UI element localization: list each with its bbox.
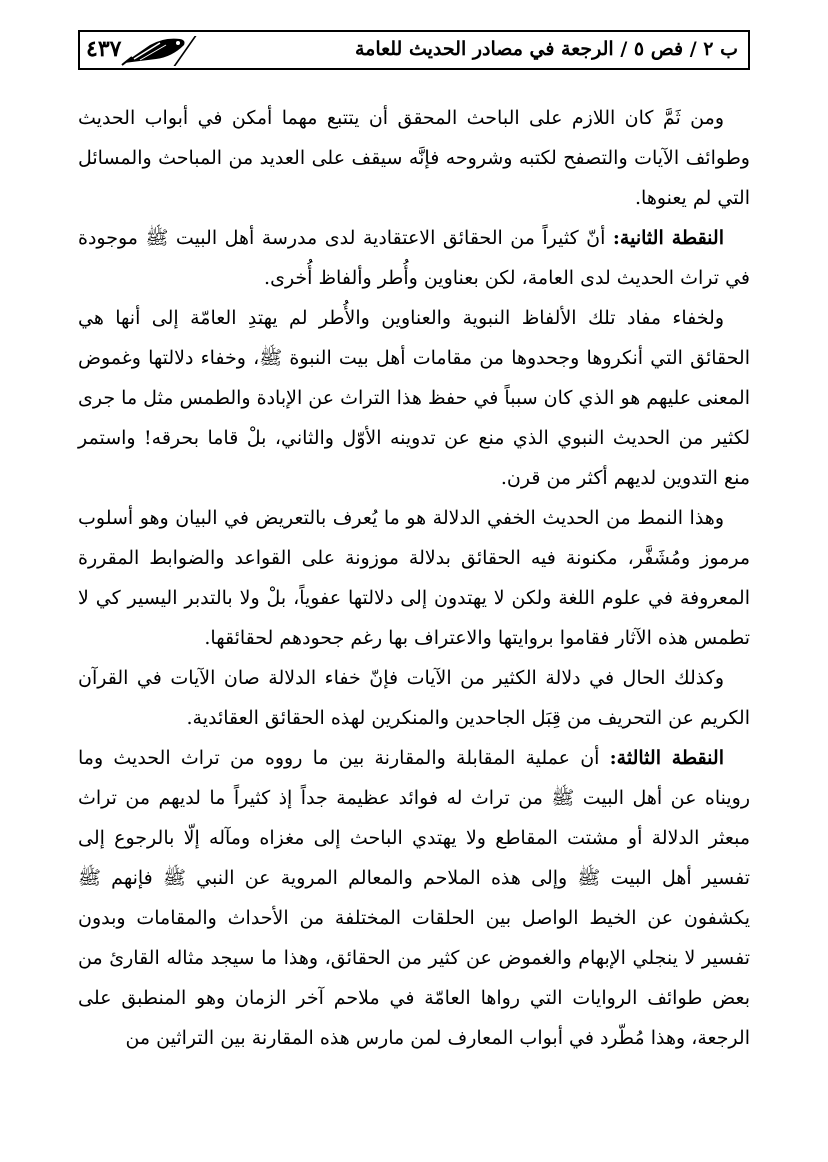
header-title: ب ٢ / فص ٥ / الرجعة في مصادر الحديث للعامة: [354, 38, 738, 60]
page-number: ٤٣٧: [86, 36, 122, 62]
paragraph: [78, 738, 750, 1058]
paragraph-text: ولخفاء مفاد تلك الألفاظ النبوية والعناوين والأُطر لم يهتدِ العامّة إلى أنها هي الحقائق التي أنكروها وجحدوها من مقامات أهل بيت النبوة ﷺ، وخفاء دلالتها وغموض المعنى عليهم هو الذي كان سبباً في حفظ هذا التراث عن الإبادة والطمس مثل ما جرى لكثير من الحديث النبوي الذي منع عن تدوينه الأوّل والثاني، بلْ قاما بحرقه! واستمر منع التدوين لديهم أكثر من قرن.: [78, 307, 750, 489]
body-text: [78, 98, 750, 1058]
paragraph: [78, 658, 750, 738]
paragraph-text: وهذا النمط من الحديث الخفي الدلالة هو ما يُعرف بالتعريض في البيان وهو أسلوب مرموز ومُشَفَّر، مكنونة فيه الحقائق بدلالة موزونة على القواعد والضوابط المقررة المعروفة في علوم اللغة ولكن لا يهتدون إلى دلالتها عفوياً، بلْ ولا بالتدبر اليسير كي لا تطمس هذه الآثار فقاموا بروايتها والاعتراف بها رغم جحودهم لحقائقها.: [78, 507, 750, 649]
paragraph: [78, 98, 750, 218]
paragraph-lead: النقطة الثانية:: [612, 227, 724, 249]
paragraph: [78, 498, 750, 658]
paragraph-text: أن عملية المقابلة والمقارنة بين ما رووه من تراث الحديث وما رويناه عن أهل البيت ﷺ من تراث له فوائد عظيمة جداً إذ كثيراً ما لديهم من تراث مبعثر الدلالة أو مشتت المقاطع ولا يهتدي الباحث إلى مغزاه ومآله إلّا بالرجوع إلى تفسير أهل البيت ﷺ وإلى هذه الملاحم والمعالم المروية عن النبي ﷺ فإنهم ﷺ يكشفون عن الخيط الواصل بين الحلقات المختلفة من الأحداث والمقامات وبدون تفسير لا ينجلي الإبهام والغموض عن كثير من الحقائق، وهذا ما سيجد مثاله القارئ من بعض طوائف الروايات التي رواها العامّة في ملاحم آخر الزمان وهو المنطبق على الرجعة، وهذا مُطّرد في أبواب المعارف لمن مارس هذه المقارنة بين التراثين من: [78, 747, 750, 1049]
running-header: [78, 30, 750, 70]
paragraph-text: أنّ كثيراً من الحقائق الاعتقادية لدى مدرسة أهل البيت ﷺ موجودة في تراث الحديث لدى العامة، لكن بعناوين وأُطر وألفاظ أُخرى.: [78, 227, 750, 289]
paragraph-lead: النقطة الثالثة:: [609, 747, 724, 769]
paragraph: [78, 218, 750, 298]
paragraph-text: ومن ثَمَّ كان اللازم على الباحث المحقق أن يتتبع مهما أمكن في أبواب الحديث وطوائف الآيات والتصفح لكتبه وشروحه فإنَّه سيقف على العديد من المباحث والمسائل التي لم يعنوها.: [78, 107, 750, 209]
paragraph: [78, 298, 750, 498]
pen-icon: [120, 35, 190, 67]
paragraph-text: وكذلك الحال في دلالة الكثير من الآيات فإنّ خفاء الدلالة صان الآيات في القرآن الكريم عن التحريف من قِبَل الجاحدين والمنكرين لهذه الحقائق العقائدية.: [78, 667, 750, 729]
